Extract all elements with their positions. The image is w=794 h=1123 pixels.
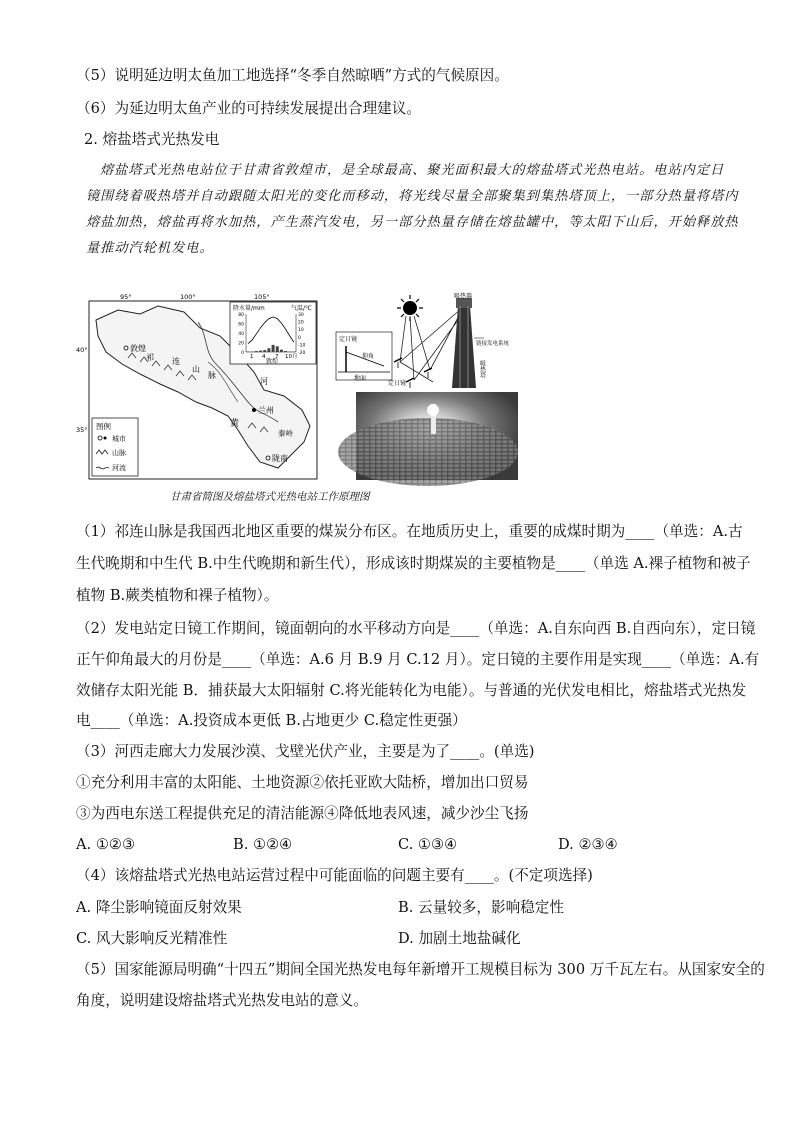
q3-option-c: C. ①③④: [398, 836, 458, 853]
section-title: 2. 熔盐塔式光热发电: [84, 131, 220, 148]
q3-option-b: B. ①②④: [233, 836, 293, 853]
legend-item: 山脉: [112, 449, 126, 457]
legend-city-icon: [104, 437, 107, 440]
q1-line: （1）祁连山脉是我国西北地区重要的煤炭分布区。在地质历史上，重要的成煤时期为____（单选：A.古: [76, 523, 743, 540]
climate-right-tick: 30: [298, 313, 304, 318]
place-label: 秦岭: [278, 429, 293, 438]
place-label: 连: [172, 357, 180, 366]
lon-label: 105°: [254, 293, 270, 301]
q3-option-a: A. ①②③: [76, 836, 136, 853]
q4-option-c: C. 风大影响反光精准性: [76, 930, 228, 947]
q5-line: 角度，说明建设熔盐塔式光热发电站的意义。: [76, 992, 368, 1009]
mirror-field: [338, 418, 518, 486]
place-label: 脉: [208, 371, 216, 380]
q4-option-d: D. 加剧土地盐碱化: [398, 930, 521, 947]
climate-left-tick: 40: [238, 332, 244, 337]
question-5-top: （5）说明延边明太鱼加工地选择“冬季自然晾晒”方式的气候原因。: [76, 67, 509, 84]
lat-label: 40°: [76, 346, 88, 354]
climate-precip-bar: [284, 351, 287, 352]
climate-left-tick: 80: [238, 313, 244, 318]
legend-item: 城市: [112, 435, 126, 443]
climate-x-tick: 4: [262, 354, 266, 360]
figure-caption: 甘肃省简图及熔盐塔式光热电站工作原理图: [170, 491, 370, 503]
legend-item: 河流: [112, 464, 126, 472]
climate-ylabel-left: 降水量/mm: [233, 305, 265, 312]
q2-line: 效储存太阳光能 B．捕获最大太阳辐射 C.将光能转化为电能）。与普通的光伏发电相比，熔盐塔式光热发: [76, 682, 747, 699]
climate-precip-bar: [272, 345, 275, 352]
climate-x-tick: 1: [250, 354, 254, 360]
place-label: 兰州: [258, 406, 274, 415]
place-label: 河: [260, 377, 268, 386]
intro-line: 熔盐塔式光热电站位于甘肃省敦煌市，是全球最高、聚光面积最大的熔盐塔式光热电站。电站内定日: [100, 163, 725, 178]
climate-right-tick: 10: [298, 328, 304, 334]
tower-schematic: [336, 292, 518, 486]
place-label: 敦煌: [130, 344, 146, 353]
figure: [76, 292, 520, 482]
intro-paragraph: [86, 158, 739, 262]
climate-left-tick: 60: [238, 322, 244, 328]
climate-left-tick: 20: [238, 341, 244, 347]
climate-right-tick: 20: [298, 320, 304, 326]
city-marker: [252, 408, 256, 412]
q1-line: 生代晚期和中生代 B.中生代晚期和新生代），形成该时期煤炭的主要植物是____（单选 A.裸子植物和被子: [76, 555, 751, 572]
sun-icon: [403, 301, 417, 315]
q3-statement: ①充分利用丰富的太阳能、土地资源②依托亚欧大陆桥，增加出口贸易: [76, 774, 529, 791]
climate-precip-bar: [255, 351, 258, 352]
climate-station: 敦煌: [266, 358, 279, 365]
climate-precip-bar: [267, 348, 270, 352]
q5-line: （5）国家能源局明确“十四五”期间全国光热发电每年新增开工规模目标为 300 万千瓦左右。从国家安全的: [76, 961, 765, 978]
q4-option-a: A. 降尘影响镜面反射效果: [76, 899, 242, 916]
photo-glow: [427, 404, 439, 416]
legend-title: 图例: [96, 422, 111, 431]
climate-precip-bar: [280, 350, 283, 352]
q3-stem: （3）河西走廊大力发展沙漠、戈壁光伏产业，主要是为了____。(单选): [76, 743, 535, 760]
heliostat-label-2: 定日镜: [388, 380, 407, 387]
climate-ylabel-right: 气温/℃: [291, 305, 312, 312]
absorber-tower: [452, 306, 476, 388]
q3-statement: ③为西电东送工程提供充足的清洁能源④降低地表风速，减少沙尘飞扬: [76, 805, 529, 822]
tower-label: 吸热塔: [478, 360, 486, 378]
place-label: 陇南: [272, 454, 288, 463]
intro-line: 量推动汽轮机发电。: [86, 241, 214, 256]
climate-left-tick: 0: [241, 351, 244, 356]
intro-line: 熔盐加热，熔盐再将水加热，产生蒸汽发电，另一部分热量存储在熔盐罐中，等太阳下山后，开始释放热: [86, 215, 739, 230]
heliostat-label: 定日镜: [339, 336, 358, 343]
place-label: 山: [192, 365, 200, 374]
climate-precip-bar: [259, 351, 262, 352]
lon-label: 95°: [120, 293, 132, 301]
intro-line: 镜围绕着吸热塔并自动跟随太阳光的变化而移动，将光线尽量全部聚集到集热塔顶上，一部分热量将塔内: [86, 189, 739, 204]
climate-chart: [230, 302, 316, 365]
q2-line: 电____（单选：A.投资成本更低 B.占地更少 C.稳定性更强）: [76, 712, 467, 729]
ground-label: 地面: [354, 375, 367, 382]
q4-option-b: B. 云量较多，影响稳定性: [398, 899, 564, 916]
q3-option-d: D. ②③④: [558, 836, 618, 853]
lon-label: 100°: [180, 293, 196, 301]
place-label: 黄: [230, 419, 240, 429]
q1-line: 植物 B.蕨类植物和裸子植物）。: [76, 587, 279, 604]
climate-x-tick: 7: [275, 354, 279, 360]
lat-label: 35°: [76, 426, 88, 434]
question-6-top: （6）为延边明太鱼产业的可持续发展提出合理建议。: [76, 100, 421, 117]
q2-line: 正午仰角最大的月份是____（单选：A.6 月 B.9 月 C.12 月）。定日镜的主要作用是实现____（单选：A.有: [76, 651, 760, 668]
climate-right-tick: -10: [298, 343, 306, 349]
q4-stem: （4）该熔盐塔式光热电站运营过程中可能面临的问题主要有____。(不定项选择): [76, 867, 593, 884]
place-label: 祁: [146, 353, 154, 362]
climate-right-tick: 0: [298, 335, 301, 341]
climate-x-tick: 10月: [285, 354, 298, 360]
elevation-label: 仰角: [362, 353, 375, 360]
q2-line: （2）发电站定日镜工作期间，镜面朝向的水平移动方向是____（单选：A.自东向西 B.自西向东），定日镜: [76, 620, 756, 637]
climate-precip-bar: [276, 346, 279, 352]
climate-right-tick: -20: [298, 351, 306, 356]
absorber-label: 吸热器: [454, 293, 473, 300]
system-label: 链接发电系统: [476, 341, 510, 347]
climate-precip-bar: [263, 350, 266, 352]
figure-svg: [76, 292, 520, 482]
